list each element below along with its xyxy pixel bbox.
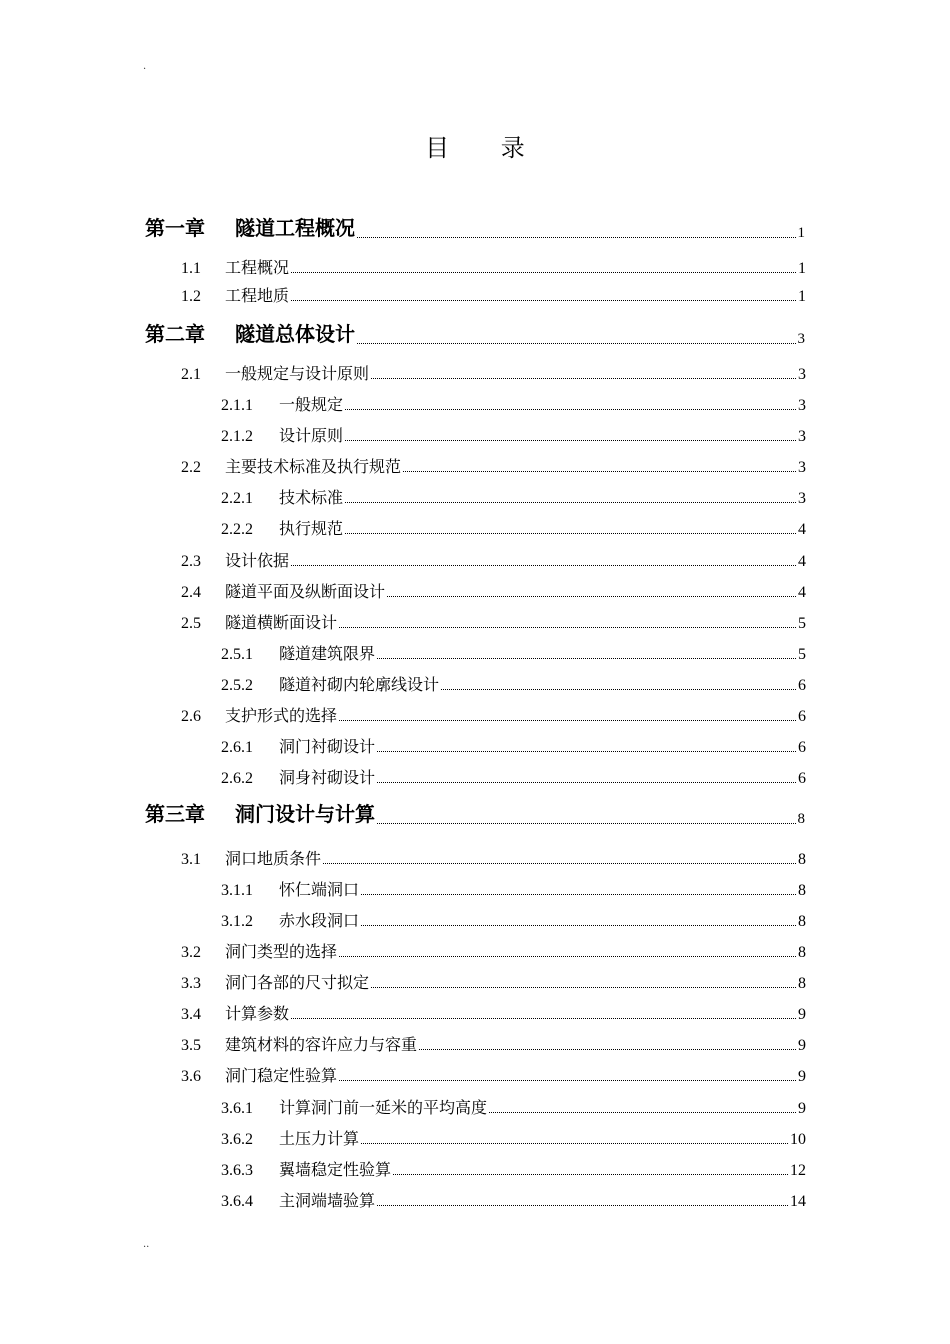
toc-entry[interactable]	[181, 548, 806, 571]
toc-entry-title: 设计依据	[225, 551, 290, 570]
toc-entry-number: 2.4	[181, 584, 201, 601]
toc-entry-number: 3.5	[181, 1037, 201, 1054]
toc-entry-page: 1	[797, 225, 805, 241]
toc-entry-title: 一般规定	[279, 395, 344, 414]
toc-entry-page: 12	[790, 1162, 806, 1179]
toc-dot-leader	[377, 1205, 788, 1206]
toc-dot-leader	[339, 1080, 796, 1081]
toc-entry-page: 9	[798, 1068, 806, 1085]
toc-entry[interactable]	[221, 908, 806, 931]
toc-dot-leader	[361, 925, 796, 926]
toc-dot-leader	[345, 409, 796, 410]
toc-entry-title: 隧道总体设计	[235, 322, 355, 346]
toc-dot-leader	[357, 343, 796, 344]
toc-entry[interactable]	[221, 641, 806, 664]
toc-entry[interactable]	[181, 846, 806, 869]
toc-entry-number: 3.2	[181, 944, 201, 961]
toc-entry-title: 隧道衬砌内轮廓线设计	[279, 675, 440, 694]
toc-entry-number: 2.3	[181, 553, 201, 570]
toc-entry[interactable]	[181, 939, 806, 962]
toc-entry[interactable]	[221, 734, 806, 757]
toc-dot-leader	[377, 658, 796, 659]
toc-dot-leader	[419, 1049, 796, 1050]
toc-entry-number: 2.1.2	[221, 428, 253, 445]
toc-entry[interactable]	[221, 877, 806, 900]
toc-entry[interactable]	[221, 485, 806, 508]
toc-entry-title: 主洞端墙验算	[279, 1191, 376, 1210]
toc-entry-title: 工程概况	[225, 258, 290, 277]
toc-entry[interactable]	[221, 765, 806, 788]
toc-entry[interactable]	[221, 423, 806, 446]
toc-entry-page: 4	[798, 584, 806, 601]
toc-entry-title: 建筑材料的容许应力与容重	[225, 1035, 418, 1054]
toc-chapter-entry[interactable]	[145, 212, 805, 241]
toc-entry[interactable]	[181, 703, 806, 726]
toc-entry-number: 3.6.1	[221, 1100, 253, 1117]
toc-entry-page: 4	[798, 553, 806, 570]
toc-entry-number: 2.2	[181, 459, 201, 476]
toc-entry-title: 洞口地质条件	[225, 849, 322, 868]
toc-entry[interactable]	[221, 516, 806, 539]
toc-entry-number: 2.6	[181, 708, 201, 725]
toc-entry-page: 5	[798, 646, 806, 663]
toc-entry-number: 2.2.2	[221, 521, 253, 538]
toc-entry-title: 洞门各部的尺寸拟定	[225, 973, 370, 992]
toc-dot-leader	[357, 237, 796, 238]
toc-dot-leader	[371, 378, 796, 379]
toc-chapter-entry[interactable]	[145, 318, 805, 347]
toc-dot-leader	[377, 782, 796, 783]
toc-dot-leader	[393, 1174, 788, 1175]
toc-entry-title: 隧道建筑限界	[279, 644, 376, 663]
toc-dot-leader	[291, 565, 796, 566]
header-mark: .	[143, 61, 147, 72]
toc-entry[interactable]	[181, 970, 806, 993]
toc-dot-leader	[361, 894, 796, 895]
toc-entry-number: 2.1	[181, 366, 201, 383]
toc-entry-title: 赤水段洞口	[279, 911, 360, 930]
toc-entry-page: 8	[798, 851, 806, 868]
toc-entry[interactable]	[221, 672, 806, 695]
toc-entry-title: 一般规定与设计原则	[225, 364, 370, 383]
toc-entry-page: 6	[798, 677, 806, 694]
toc-entry[interactable]	[221, 1188, 806, 1211]
toc-entry-title: 计算参数	[225, 1004, 290, 1023]
toc-entry-number: 1.1	[181, 260, 201, 277]
toc-dot-leader	[339, 720, 796, 721]
toc-entry-page: 6	[798, 739, 806, 756]
toc-entry[interactable]	[181, 1063, 806, 1086]
toc-entry-page: 6	[798, 708, 806, 725]
toc-entry-number: 2.5.1	[221, 646, 253, 663]
toc-entry-title: 隧道工程概况	[235, 216, 355, 240]
toc-entry-number: 2.6.1	[221, 739, 253, 756]
toc-entry-page: 3	[798, 428, 806, 445]
toc-dot-leader	[291, 272, 796, 273]
toc-entry[interactable]	[181, 1032, 806, 1055]
toc-dot-leader	[345, 502, 796, 503]
toc-dot-leader	[323, 863, 796, 864]
toc-entry-title: 隧道平面及纵断面设计	[225, 582, 386, 601]
toc-entry-title: 洞身衬砌设计	[279, 768, 376, 787]
toc-dot-leader	[403, 471, 796, 472]
toc-entry-page: 3	[798, 490, 806, 507]
toc-entry-page: 6	[798, 770, 806, 787]
toc-entry-title: 洞门稳定性验算	[225, 1066, 338, 1085]
toc-dot-leader	[291, 300, 796, 301]
toc-dot-leader	[441, 689, 796, 690]
toc-entry-number: 3.1	[181, 851, 201, 868]
toc-entry-title: 支护形式的选择	[225, 706, 338, 725]
toc-dot-leader	[377, 823, 796, 824]
toc-entry-title: 执行规范	[279, 519, 344, 538]
toc-entry[interactable]	[221, 1126, 806, 1149]
toc-entry[interactable]	[181, 361, 806, 384]
toc-entry-title: 怀仁端洞口	[279, 880, 360, 899]
toc-entry[interactable]	[181, 1001, 806, 1024]
toc-entry-title: 技术标准	[279, 488, 344, 507]
toc-entry-page: 5	[798, 615, 806, 632]
toc-dot-leader	[387, 596, 796, 597]
toc-entry-number: 3.4	[181, 1006, 201, 1023]
toc-entry-number: 第二章	[145, 322, 205, 346]
toc-entry-page: 8	[798, 975, 806, 992]
toc-entry-title: 洞门衬砌设计	[279, 737, 376, 756]
toc-entry-page: 3	[798, 397, 806, 414]
toc-dot-leader	[291, 1018, 796, 1019]
toc-entry-title: 洞门类型的选择	[225, 942, 338, 961]
toc-entry-page: 8	[798, 913, 806, 930]
toc-entry-page: 10	[790, 1131, 806, 1148]
toc-entry-number: 第一章	[145, 216, 205, 240]
toc-entry[interactable]	[181, 454, 806, 477]
toc-entry-number: 1.2	[181, 288, 201, 305]
toc-dot-leader	[339, 627, 796, 628]
toc-entry-title: 隧道横断面设计	[225, 613, 338, 632]
toc-entry-page: 4	[798, 521, 806, 538]
toc-entry-number: 2.2.1	[221, 490, 253, 507]
toc-entry-page: 8	[798, 882, 806, 899]
toc-entry-page: 8	[798, 944, 806, 961]
toc-dot-leader	[345, 440, 796, 441]
toc-entry[interactable]	[181, 255, 806, 278]
toc-entry-number: 3.1.1	[221, 882, 253, 899]
toc-dot-leader	[361, 1143, 788, 1144]
toc-entry-number: 3.6.3	[221, 1162, 253, 1179]
toc-dot-leader	[345, 533, 796, 534]
toc-entry-number: 2.6.2	[221, 770, 253, 787]
toc-dot-leader	[377, 751, 796, 752]
toc-dot-leader	[339, 956, 796, 957]
toc-entry-page: 3	[798, 459, 806, 476]
toc-entry-page: 3	[797, 331, 805, 347]
toc-entry-title: 工程地质	[225, 286, 290, 305]
toc-entry-number: 2.1.1	[221, 397, 253, 414]
toc-entry-title: 洞门设计与计算	[235, 802, 375, 826]
toc-entry-number: 2.5.2	[221, 677, 253, 694]
toc-entry-page: 9	[798, 1006, 806, 1023]
toc-entry-number: 3.6	[181, 1068, 201, 1085]
toc-entry-number: 第三章	[145, 802, 205, 826]
toc-entry-page: 9	[798, 1100, 806, 1117]
toc-entry[interactable]	[181, 579, 806, 602]
toc-entry-title: 设计原则	[279, 426, 344, 445]
toc-entry-page: 3	[798, 366, 806, 383]
toc-entry-number: 2.5	[181, 615, 201, 632]
toc-entry[interactable]	[221, 392, 806, 415]
toc-entry-page: 14	[790, 1193, 806, 1210]
toc-entry-page: 1	[798, 260, 806, 277]
toc-entry-number: 3.3	[181, 975, 201, 992]
toc-entry-number: 3.1.2	[221, 913, 253, 930]
toc-dot-leader	[489, 1112, 796, 1113]
toc-entry-title: 翼墙稳定性验算	[279, 1160, 392, 1179]
toc-entry-page: 9	[798, 1037, 806, 1054]
toc-entry-number: 3.6.2	[221, 1131, 253, 1148]
toc-entry[interactable]	[181, 283, 806, 306]
toc-entry[interactable]	[181, 610, 806, 633]
toc-entry[interactable]	[221, 1157, 806, 1180]
toc-entry-page: 8	[797, 811, 805, 827]
toc-entry-number: 3.6.4	[221, 1193, 253, 1210]
toc-entry-title: 土压力计算	[279, 1129, 360, 1148]
toc-entry-page: 1	[798, 288, 806, 305]
toc-entry-title: 计算洞门前一延米的平均高度	[279, 1098, 488, 1117]
toc-entry-title: 主要技术标准及执行规范	[225, 457, 402, 476]
toc-chapter-entry[interactable]	[145, 798, 805, 827]
toc-entry[interactable]	[221, 1095, 806, 1118]
page-title: 目 录	[425, 134, 547, 162]
footer-mark: ..	[143, 1239, 150, 1250]
toc-dot-leader	[371, 987, 796, 988]
